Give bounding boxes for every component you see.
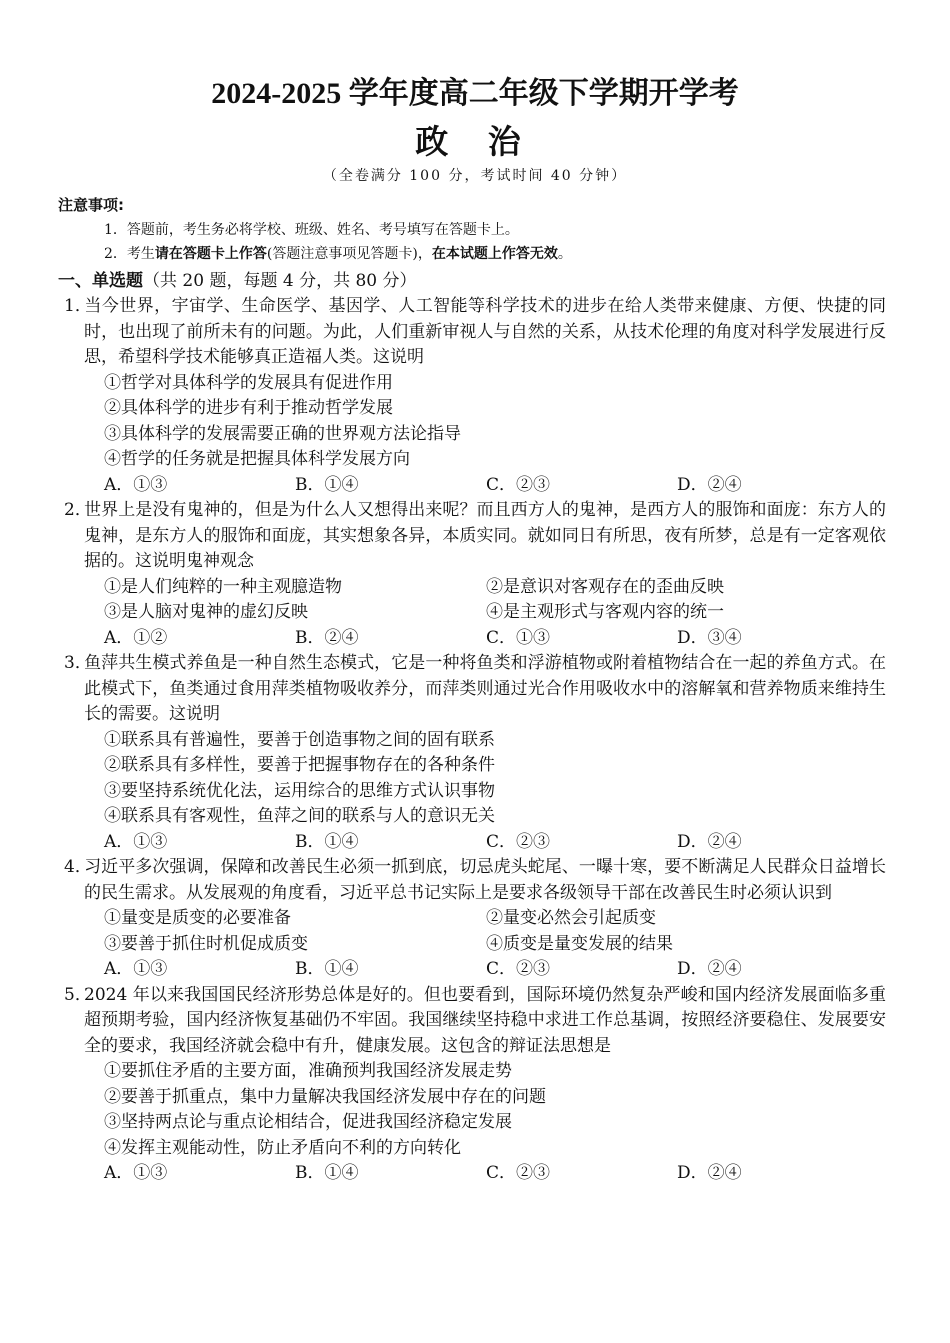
question-stem [64, 294, 886, 371]
answer-option-d: D．③④ [677, 627, 742, 648]
notice-item-2-emphasis-a: 请在答题卡上作答 [154, 246, 267, 262]
question-number: 5． [64, 984, 92, 1005]
question-stem [64, 983, 886, 1060]
notice-item-1: 1．答题前，考生务必将学校、班级、姓名、考号填写在答题卡上。 [104, 222, 519, 238]
exam-info: （全卷满分 100 分，考试时间 40 分钟） [322, 168, 628, 184]
answer-option-c: C．②③ [486, 474, 551, 495]
answer-option-d: D．②④ [677, 1163, 742, 1183]
statement-row [104, 600, 886, 626]
statement-item: ③具体科学的发展需要正确的世界观方法论指导 [104, 423, 461, 444]
answer-options [104, 830, 886, 856]
question-stem [64, 855, 886, 906]
statement-item: ②要善于抓重点，集中力量解决我国经济发展中存在的问题 [104, 1086, 546, 1107]
answer-option-b: B．①④ [295, 831, 359, 852]
answer-options [104, 626, 886, 652]
question-stem [64, 498, 886, 575]
notice-item-2-emphasis-b: 在本试题上作答无效 [431, 246, 558, 262]
statement-item: ④发挥主观能动性，防止矛盾向不利的方向转化 [104, 1137, 461, 1158]
statement-item: ③要善于抓住时机促成质变 [104, 933, 308, 954]
statement-item: ④是主观形式与客观内容的统一 [486, 602, 724, 622]
question-5 [64, 983, 886, 1187]
statement-item: ①哲学对具体科学的发展具有促进作用 [104, 372, 393, 393]
answer-option-a: A．①② [104, 627, 168, 648]
answer-option-d: D．②④ [677, 959, 742, 979]
question-2 [64, 498, 886, 651]
answer-option-c: C．②③ [486, 959, 551, 979]
notice-item-2 [104, 242, 886, 266]
answer-option-b: B．①④ [295, 474, 359, 495]
question-text: 当今世界，宇宙学、生命医学、基因学、人工智能等科学技术的进步在给人类带来健康、方便、快捷的同时，也出现了前所未有的问题。为此，人们重新审视人与自然的关系，从技术伦理的角度对科学发展进行反思，希望科学技术能够真正造福人类。这说明 [84, 296, 886, 367]
answer-option-c: C．①③ [486, 627, 551, 648]
section-title [58, 268, 886, 294]
notice-item-2-part-c: (答题注意事项见答题卡)， [266, 246, 432, 262]
section-head: 一、单选题 [58, 271, 143, 291]
answer-option-b: B．②④ [295, 627, 359, 648]
exam-title: 2024-2025 学年度高二年级下学期开学考 [211, 77, 739, 110]
answer-option-d: D．②④ [677, 474, 742, 495]
notice-item-2-part-e: 。 [557, 246, 572, 262]
statement-item: ②量变必然会引起质变 [486, 908, 656, 928]
statement-item: ①联系具有普遍性，要善于创造事物之间的固有联系 [104, 729, 495, 750]
question-3 [64, 651, 886, 855]
question-4 [64, 855, 886, 983]
statement-item: ①要抓住矛盾的主要方面，准确预判我国经济发展走势 [104, 1061, 512, 1081]
question-text: 习近平多次强调，保障和改善民生必须一抓到底，切忌虎头蛇尾、一曝十寒，要不断满足人民群众日益增长的民生需求。从发展观的角度看，习近平总书记实际上是要求各级领导干部在改善民生时必须认识到 [84, 857, 886, 903]
question-text: 世界上是没有鬼神的，但是为什么人又想得出来呢？而且西方人的鬼神，是西方人的服饰和面庞：东方人的鬼神，是东方人的服饰和面庞，其实想象各异，本质实同。就如同日有所思，夜有所梦，总是有一定客观依据的。这说明鬼神观念 [84, 500, 886, 571]
question-1 [64, 294, 886, 498]
answer-options [104, 473, 886, 499]
statement-item: ④质变是量变发展的结果 [486, 933, 673, 954]
statement-item: ③是人脑对鬼神的虚幻反映 [104, 602, 308, 622]
answer-options [104, 957, 886, 983]
answer-option-b: B．①④ [295, 959, 359, 979]
answer-option-c: C．②③ [486, 831, 551, 852]
statement-row [104, 906, 886, 932]
question-text: 鱼萍共生模式养鱼是一种自然生态模式，它是一种将鱼类和浮游植物或附着植物结合在一起的养鱼方式。在此模式下，鱼类通过食用萍类植物吸收养分，而萍类则通过光合作用吸收水中的溶解氧和营养物质来维持生长的需要。这说明 [84, 653, 886, 724]
question-number: 4． [64, 857, 92, 877]
answer-option-a: A．①③ [104, 474, 168, 495]
statement-item: ③坚持两点论与重点论相结合，促进我国经济稳定发展 [104, 1112, 512, 1132]
answer-option-a: A．①③ [104, 1163, 168, 1183]
answer-options [104, 1161, 886, 1187]
statement-item: ④哲学的任务就是把握具体科学发展方向 [104, 449, 410, 469]
notice-item-2-part-a: 2．考生 [104, 246, 155, 262]
statement-row [104, 575, 886, 601]
question-number: 2． [64, 500, 92, 520]
statement-item: ②联系具有多样性，要善于把握事物存在的各种条件 [104, 755, 495, 775]
statement-item: ②是意识对客观存在的歪曲反映 [486, 576, 724, 597]
question-stem [64, 651, 886, 728]
question-number: 1． [64, 296, 92, 316]
statement-item: ①量变是质变的必要准备 [104, 908, 291, 928]
statement-item: ④联系具有客观性，鱼萍之间的联系与人的意识无关 [104, 806, 495, 826]
subject-title: 政 治 [415, 122, 535, 161]
section-info: （共 20 题，每题 4 分，共 80 分） [143, 271, 417, 291]
answer-option-d: D．②④ [677, 831, 742, 852]
answer-option-c: C．②③ [486, 1163, 551, 1183]
statement-item: ②具体科学的进步有利于推动哲学发展 [104, 398, 393, 418]
statement-item: ③要坚持系统优化法，运用综合的思维方式认识事物 [104, 780, 495, 801]
answer-option-a: A．①③ [104, 831, 168, 852]
answer-option-a: A．①③ [104, 959, 168, 979]
question-text: 2024 年以来我国国民经济形势总体是好的。但也要看到，国际环境仍然复杂严峻和国内经济发展面临多重超预期考验，国内经济恢复基础仍不牢固。我国继续坚持稳中求进工作总基调，按照经济要稳住、发展要安全的要求，我国经济就会稳中有升，健康发展。这包含的辩证法思想是 [84, 984, 886, 1056]
answer-option-b: B．①④ [295, 1163, 359, 1183]
question-number: 3． [64, 653, 92, 673]
statement-row [104, 932, 886, 958]
notice-title: 注意事项: [58, 196, 124, 214]
statement-item: ①是人们纯粹的一种主观臆造物 [104, 576, 342, 597]
